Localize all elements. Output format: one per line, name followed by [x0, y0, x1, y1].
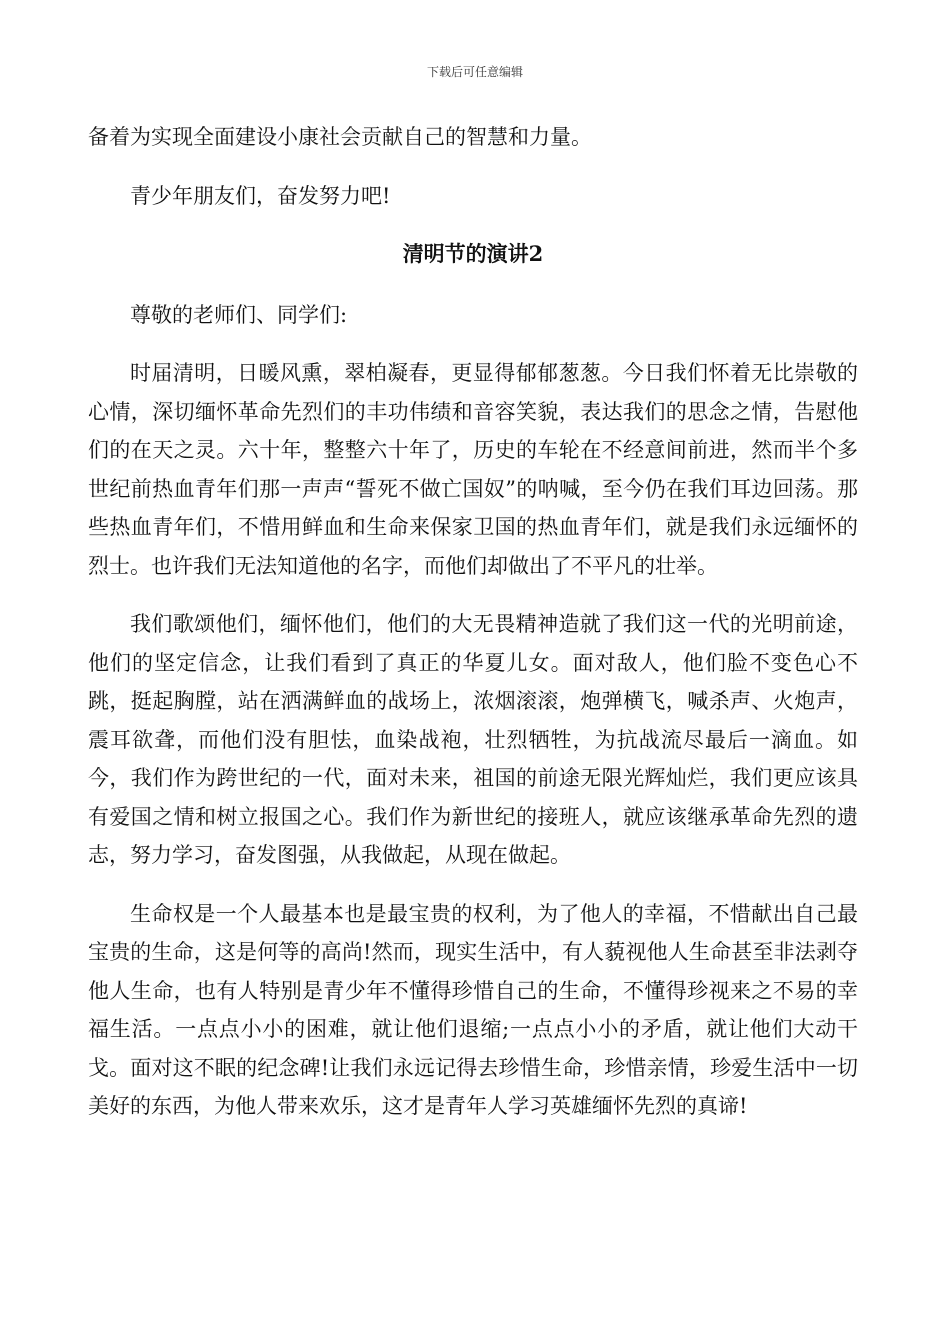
speech-title: 清明节的演讲2: [402, 241, 544, 266]
page-header-note: 下载后可任意编辑: [426, 65, 523, 79]
document-body: [88, 118, 858, 1146]
closing-cheer: 青少年朋友们，奋发努力吧!: [130, 183, 391, 208]
body-paragraph-2: 我们歌颂他们，缅怀他们，他们的大无畏精神造就了我们这一代的光明前途，他们的坚定信念，让我们看到了真正的华夏儿女。面对敌人，他们脸不变色心不跳，挺起胸膛，站在洒满鲜血的战场上，浓烟滚滚，炮弹横飞，喊杀声、火炮声，震耳欲聋，而他们没有胆怯，血染战袍，壮烈牺牲，为抗战流尽最后一滴血。如今，我们作为跨世纪的一代，面对未来，祖国的前途无限光辉灿烂，我们更应该具有爱国之情和树立报国之心。我们作为新世纪的接班人，就应该继承革命先烈的遗志，努力学习，奋发图强，从我做起，从现在做起。: [88, 612, 858, 867]
salutation: 尊敬的老师们、同学们:: [130, 302, 348, 327]
body-paragraph-1: 时届清明，日暖风熏，翠柏凝春，更显得郁郁葱葱。今日我们怀着无比崇敬的心情，深切缅怀革命先烈们的丰功伟绩和音容笑貌，表达我们的思念之情，告慰他们的在天之灵。六十年，整整六十年了，历史的车轮在不经意间前进，然而半个多世纪前热血青年们那一声声“誓死不做亡国奴”的呐喊，至今仍在我们耳边回荡。那些热血青年们，不惜用鲜血和生命来保家卫国的热血青年们，就是我们永远缅怀的烈士。也许我们无法知道他的名字，而他们却做出了不平凡的壮举。: [88, 361, 858, 578]
body-paragraph-3: 生命权是一个人最基本也是最宝贵的权利，为了他人的幸福，不惜献出自己最宝贵的生命，这是何等的高尚!然而，现实生活中，有人藐视他人生命甚至非法剥夺他人生命，也有人特别是青少年不懂得珍惜自己的生命，不懂得珍视来之不易的幸福生活。一点点小小的困难，就让他们退缩;一点点小小的矛盾，就让他们大动干戈。面对这不眠的纪念碑!让我们永远记得去珍惜生命，珍惜亲情，珍爱生活中一切美好的东西，为他人带来欢乐，这才是青年人学习英雄缅怀先烈的真谛!: [88, 901, 858, 1118]
continuation-paragraph: 备着为实现全面建设小康社会贡献自己的智慧和力量。: [88, 125, 592, 149]
